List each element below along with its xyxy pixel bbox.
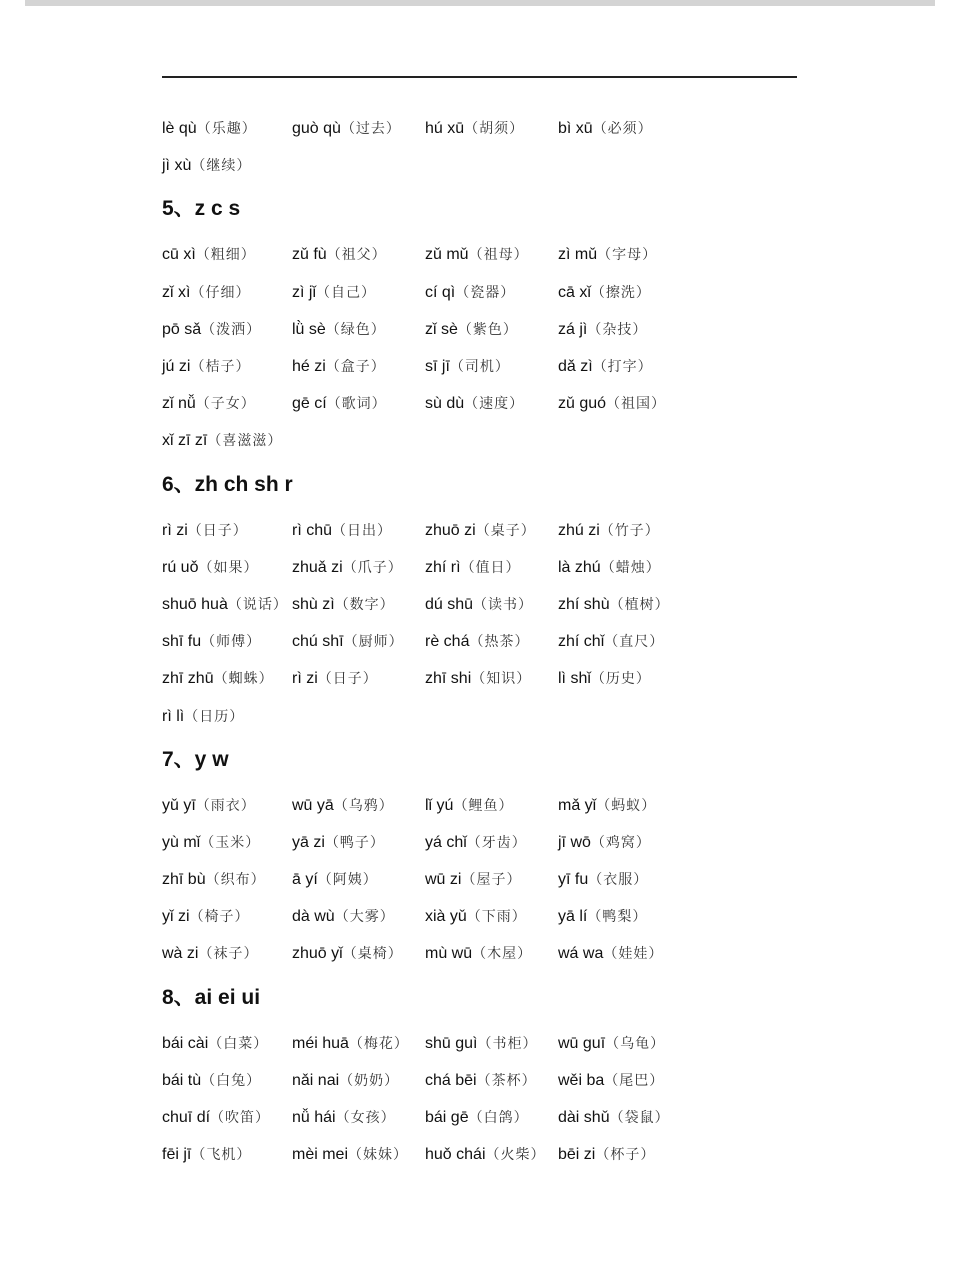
pinyin: zhí rì xyxy=(425,558,461,576)
word-item xyxy=(425,282,558,303)
pinyin: cā xǐ xyxy=(558,283,591,301)
pinyin: chuī dí xyxy=(162,1109,211,1127)
pinyin: zǐ xì xyxy=(162,283,191,301)
word-item xyxy=(162,594,292,615)
hanzi: （白菜） xyxy=(208,1035,269,1052)
word-item xyxy=(425,1107,558,1128)
hanzi: （说话） xyxy=(227,596,288,613)
horizontal-rule xyxy=(162,76,797,78)
pinyin: pō sǎ xyxy=(162,320,202,338)
word-item xyxy=(425,118,558,139)
pinyin: zá jì xyxy=(558,320,588,338)
hanzi: （继续） xyxy=(191,158,252,175)
word-item xyxy=(425,1070,558,1091)
pinyin: zhī zhū xyxy=(162,670,214,688)
section-1 xyxy=(162,197,802,459)
word-item xyxy=(162,1033,292,1054)
hanzi: （祖母） xyxy=(468,247,529,264)
hanzi: （白鸽） xyxy=(468,1110,529,1127)
pinyin: rì zi xyxy=(292,670,318,688)
hanzi: （乌龟） xyxy=(605,1035,666,1052)
pinyin: lè qù xyxy=(162,120,197,138)
word-item xyxy=(425,393,558,414)
word-item xyxy=(292,795,425,816)
word-row xyxy=(162,549,802,586)
hanzi: （字母） xyxy=(597,247,658,264)
pinyin: dà wù xyxy=(292,908,335,926)
word-item xyxy=(425,668,558,689)
word-item xyxy=(558,943,708,964)
pinyin: wū yā xyxy=(292,796,334,814)
pinyin: wū zi xyxy=(425,871,462,889)
word-item xyxy=(162,795,292,816)
pinyin: zhí chǐ xyxy=(558,633,605,651)
pinyin: zhuǎ zi xyxy=(292,558,343,576)
hanzi: （过去） xyxy=(340,121,401,138)
hanzi: （子女） xyxy=(195,396,256,413)
word-row xyxy=(162,824,802,861)
word-item xyxy=(162,706,292,727)
pinyin: cí qì xyxy=(425,283,456,301)
pinyin: fēi jī xyxy=(162,1146,192,1164)
pinyin: rì zi xyxy=(162,521,188,539)
word-row xyxy=(162,787,802,824)
hanzi: （爪子） xyxy=(342,559,403,576)
hanzi: （白兔） xyxy=(201,1072,262,1089)
word-item xyxy=(558,668,708,689)
word-item xyxy=(292,118,425,139)
hanzi: （竹子） xyxy=(599,522,660,539)
hanzi: （吹笛） xyxy=(210,1110,271,1127)
hanzi: （喜滋滋） xyxy=(207,433,283,450)
pinyin: xià yǔ xyxy=(425,908,467,926)
word-item xyxy=(162,906,292,927)
pinyin: zhú zi xyxy=(558,521,600,539)
document-body xyxy=(162,110,802,1173)
hanzi: （妹妹） xyxy=(348,1147,409,1164)
hanzi: （杯子） xyxy=(595,1147,656,1164)
word-item xyxy=(558,557,708,578)
hanzi: （热茶） xyxy=(469,634,530,651)
hanzi: （绿色） xyxy=(325,321,386,338)
pinyin: rú uǒ xyxy=(162,558,199,576)
word-item xyxy=(162,668,292,689)
pinyin: jī wō xyxy=(558,833,591,851)
word-item xyxy=(162,319,292,340)
pinyin: nǎi nai xyxy=(292,1071,340,1089)
pinyin: chú shī xyxy=(292,633,344,651)
pinyin: zǐ nǚ xyxy=(162,395,196,413)
word-item xyxy=(162,832,292,853)
word-row xyxy=(162,236,802,273)
hanzi: （牙齿） xyxy=(466,834,527,851)
word-row xyxy=(162,1099,802,1136)
word-item xyxy=(558,832,708,853)
hanzi: （飞机） xyxy=(191,1147,252,1164)
pinyin: yǔ yī xyxy=(162,796,196,814)
word-item xyxy=(558,594,708,615)
word-item xyxy=(292,594,425,615)
hanzi: （茶杯） xyxy=(476,1072,537,1089)
word-item xyxy=(292,319,425,340)
word-item xyxy=(292,906,425,927)
pinyin: bēi zi xyxy=(558,1146,596,1164)
hanzi: （速度） xyxy=(464,396,525,413)
hanzi: （擦洗） xyxy=(590,284,651,301)
pinyin: shī fu xyxy=(162,633,202,651)
section-heading: 8、ai ei ui xyxy=(162,985,261,1009)
hanzi: （仔细） xyxy=(190,284,251,301)
word-row xyxy=(162,348,802,385)
word-item xyxy=(425,319,558,340)
hanzi: （乐趣） xyxy=(196,121,257,138)
hanzi: （袋鼠） xyxy=(609,1110,670,1127)
pinyin: mù wū xyxy=(425,945,473,963)
section-0 xyxy=(162,110,802,184)
section-heading: 7、y w xyxy=(162,747,229,771)
hanzi: （杂技） xyxy=(587,321,648,338)
pinyin: zhuō zi xyxy=(425,521,476,539)
pinyin: wū guī xyxy=(558,1034,606,1052)
hanzi: （瓷器） xyxy=(455,284,516,301)
word-item xyxy=(558,118,708,139)
word-row xyxy=(162,1136,802,1173)
word-row xyxy=(162,935,802,972)
word-item xyxy=(292,869,425,890)
hanzi: （乌鸦） xyxy=(333,797,394,814)
pinyin: yā zi xyxy=(292,833,325,851)
pinyin: guò qù xyxy=(292,120,341,138)
word-item xyxy=(292,943,425,964)
pinyin: zǔ guó xyxy=(558,395,607,413)
hanzi: （娃娃） xyxy=(603,946,664,963)
top-scroll-bar xyxy=(25,0,935,6)
pinyin: hé zi xyxy=(292,358,326,376)
hanzi: （织布） xyxy=(205,872,266,889)
hanzi: （屋子） xyxy=(461,872,522,889)
hanzi: （玉米） xyxy=(200,834,261,851)
pinyin: lǜ sè xyxy=(292,320,326,338)
hanzi: （必须） xyxy=(592,121,653,138)
word-row xyxy=(162,1025,802,1062)
hanzi: （鸭梨） xyxy=(587,909,648,926)
pinyin: bái gē xyxy=(425,1109,469,1127)
word-item xyxy=(558,869,708,890)
pinyin: huǒ chái xyxy=(425,1146,486,1164)
word-row xyxy=(162,311,802,348)
word-item xyxy=(162,869,292,890)
word-item xyxy=(162,1070,292,1091)
pinyin: lǐ yú xyxy=(425,796,454,814)
word-item xyxy=(162,631,292,652)
word-item xyxy=(425,869,558,890)
pinyin: bái tù xyxy=(162,1071,202,1089)
word-item xyxy=(162,356,292,377)
word-item xyxy=(292,393,425,414)
word-item xyxy=(162,282,292,303)
word-item xyxy=(162,118,292,139)
word-item xyxy=(425,832,558,853)
hanzi: （蚂蚁） xyxy=(596,797,657,814)
word-item xyxy=(292,1107,425,1128)
word-item xyxy=(425,1033,558,1054)
word-item xyxy=(425,520,558,541)
pinyin: shū guì xyxy=(425,1034,478,1052)
hanzi: （祖父） xyxy=(326,247,387,264)
hanzi: （祖国） xyxy=(606,396,667,413)
pinyin: zhī bù xyxy=(162,871,206,889)
hanzi: （梅花） xyxy=(348,1035,409,1052)
word-item xyxy=(425,795,558,816)
hanzi: （衣服） xyxy=(588,872,649,889)
word-item xyxy=(558,282,708,303)
hanzi: （桌椅） xyxy=(342,946,403,963)
pinyin: dài shǔ xyxy=(558,1109,610,1127)
hanzi: （日历） xyxy=(184,708,245,725)
pinyin: bái cài xyxy=(162,1034,209,1052)
word-item xyxy=(162,430,292,451)
word-item xyxy=(558,1033,708,1054)
hanzi: （数字） xyxy=(334,596,395,613)
hanzi: （日子） xyxy=(317,671,378,688)
hanzi: （历史） xyxy=(590,671,651,688)
hanzi: （如果） xyxy=(198,559,259,576)
pinyin: zhí shù xyxy=(558,595,610,613)
pinyin: zǔ mǔ xyxy=(425,246,469,264)
pinyin: gē cí xyxy=(292,395,327,413)
pinyin: cū xì xyxy=(162,246,196,264)
hanzi: （师傅） xyxy=(201,634,262,651)
section-4 xyxy=(162,986,802,1174)
hanzi: （胡须） xyxy=(464,121,525,138)
pinyin: sī jī xyxy=(425,358,450,376)
hanzi: （下雨） xyxy=(466,909,527,926)
hanzi: （阿姨） xyxy=(317,872,378,889)
pinyin: dǎ zì xyxy=(558,358,593,376)
hanzi: （厨师） xyxy=(343,634,404,651)
pinyin: mèi mei xyxy=(292,1146,349,1164)
word-item xyxy=(292,1144,425,1165)
word-item xyxy=(425,557,558,578)
word-item xyxy=(425,356,558,377)
pinyin: nǚ hái xyxy=(292,1109,336,1127)
word-item xyxy=(558,906,708,927)
pinyin: zhī shi xyxy=(425,670,472,688)
hanzi: （歌词） xyxy=(326,396,387,413)
hanzi: （奶奶） xyxy=(339,1072,400,1089)
hanzi: （司机） xyxy=(449,359,510,376)
hanzi: （桔子） xyxy=(190,359,251,376)
pinyin: bì xū xyxy=(558,120,593,138)
word-item xyxy=(558,1107,708,1128)
hanzi: （桌子） xyxy=(475,522,536,539)
word-row xyxy=(162,274,802,311)
pinyin: shuō huà xyxy=(162,595,228,613)
pinyin: yá chǐ xyxy=(425,833,467,851)
hanzi: （尾巴） xyxy=(604,1072,665,1089)
hanzi: （火柴） xyxy=(485,1147,546,1164)
word-item xyxy=(292,282,425,303)
word-row xyxy=(162,110,802,147)
pinyin: chá bēi xyxy=(425,1071,477,1089)
hanzi: （袜子） xyxy=(198,946,259,963)
hanzi: （大雾） xyxy=(334,909,395,926)
pinyin: xǐ zī zī xyxy=(162,432,208,450)
word-row xyxy=(162,898,802,935)
hanzi: （读书） xyxy=(473,596,534,613)
word-item xyxy=(292,356,425,377)
word-item xyxy=(162,943,292,964)
hanzi: （鸭子） xyxy=(324,834,385,851)
pinyin: zǔ fù xyxy=(292,246,327,264)
section-3 xyxy=(162,748,802,973)
word-item xyxy=(425,631,558,652)
word-item xyxy=(292,1033,425,1054)
word-item xyxy=(162,557,292,578)
word-item xyxy=(292,557,425,578)
word-item xyxy=(558,631,708,652)
hanzi: （鸡窝） xyxy=(590,834,651,851)
word-item xyxy=(425,1144,558,1165)
word-item xyxy=(292,832,425,853)
word-item xyxy=(292,244,425,265)
pinyin: shù zì xyxy=(292,595,335,613)
hanzi: （蜘蛛） xyxy=(213,671,274,688)
pinyin: sù dù xyxy=(425,395,465,413)
word-item xyxy=(162,155,292,176)
pinyin: yù mǐ xyxy=(162,833,201,851)
word-item xyxy=(558,356,708,377)
pinyin: yǐ zi xyxy=(162,908,190,926)
word-item xyxy=(425,244,558,265)
hanzi: （蜡烛） xyxy=(600,559,661,576)
pinyin: zì jǐ xyxy=(292,283,316,301)
pinyin: wà zi xyxy=(162,945,199,963)
hanzi: （女孩） xyxy=(335,1110,396,1127)
word-item xyxy=(558,795,708,816)
word-item xyxy=(558,1070,708,1091)
hanzi: （紫色） xyxy=(457,321,518,338)
word-row xyxy=(162,697,802,734)
word-row xyxy=(162,660,802,697)
pinyin: rè chá xyxy=(425,633,470,651)
pinyin: rì chū xyxy=(292,521,333,539)
hanzi: （粗细） xyxy=(195,247,256,264)
hanzi: （木屋） xyxy=(472,946,533,963)
hanzi: （日子） xyxy=(187,522,248,539)
pinyin: ā yí xyxy=(292,871,318,889)
word-item xyxy=(292,631,425,652)
pinyin: mǎ yǐ xyxy=(558,796,597,814)
word-row xyxy=(162,147,802,184)
pinyin: wěi ba xyxy=(558,1071,605,1089)
word-item xyxy=(558,244,708,265)
pinyin: là zhú xyxy=(558,558,601,576)
hanzi: （打字） xyxy=(592,359,653,376)
pinyin: zhuō yǐ xyxy=(292,945,343,963)
word-row xyxy=(162,861,802,898)
pinyin: jì xù xyxy=(162,157,192,175)
pinyin: hú xū xyxy=(425,120,465,138)
word-row xyxy=(162,1062,802,1099)
hanzi: （值日） xyxy=(460,559,521,576)
word-row xyxy=(162,586,802,623)
pinyin: wá wa xyxy=(558,945,604,963)
hanzi: （知识） xyxy=(471,671,532,688)
word-item xyxy=(558,393,708,414)
hanzi: （自己） xyxy=(316,284,376,301)
word-item xyxy=(425,906,558,927)
pinyin: yī fu xyxy=(558,871,589,889)
hanzi: （直尺） xyxy=(604,634,665,651)
word-item xyxy=(558,319,708,340)
pinyin: lì shǐ xyxy=(558,670,591,688)
pinyin: jú zi xyxy=(162,358,191,376)
pinyin: dú shū xyxy=(425,595,474,613)
pinyin: zǐ sè xyxy=(425,320,458,338)
hanzi: （盒子） xyxy=(325,359,386,376)
word-row xyxy=(162,512,802,549)
pinyin: rì lì xyxy=(162,707,185,725)
word-item xyxy=(162,393,292,414)
hanzi: （椅子） xyxy=(189,909,250,926)
word-item xyxy=(558,1144,708,1165)
pinyin: zì mǔ xyxy=(558,246,598,264)
hanzi: （泼洒） xyxy=(201,321,262,338)
hanzi: （书柜） xyxy=(477,1035,538,1052)
word-item xyxy=(558,520,708,541)
word-item xyxy=(162,1144,292,1165)
section-heading: 6、zh ch sh r xyxy=(162,472,293,496)
word-item xyxy=(162,520,292,541)
word-row xyxy=(162,385,802,422)
hanzi: （雨衣） xyxy=(195,797,256,814)
word-item xyxy=(292,668,425,689)
word-row xyxy=(162,623,802,660)
word-item xyxy=(162,1107,292,1128)
word-item xyxy=(425,594,558,615)
pinyin: méi huā xyxy=(292,1034,349,1052)
hanzi: （鲤鱼） xyxy=(453,797,514,814)
word-item xyxy=(162,244,292,265)
pinyin: yā lí xyxy=(558,908,588,926)
section-heading: 5、z c s xyxy=(162,197,241,221)
word-row xyxy=(162,422,802,459)
hanzi: （日出） xyxy=(332,522,393,539)
word-item xyxy=(292,1070,425,1091)
word-item xyxy=(425,943,558,964)
section-2 xyxy=(162,473,802,735)
word-item xyxy=(292,520,425,541)
hanzi: （植树） xyxy=(609,596,670,613)
